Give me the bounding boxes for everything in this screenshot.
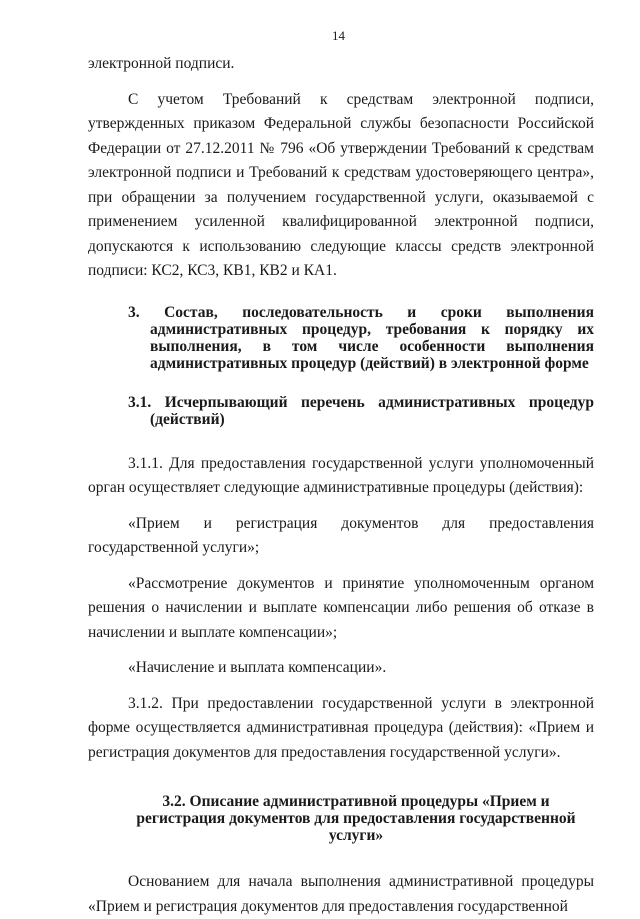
paragraph-requirements: С учетом Требований к средствам электронной подписи, утвержденных приказом Федеральной службы безопасности Российской Федерации от 27.12.2011 № 796 «Об утверждении Требований к средствам электронной подписи и Требований к средствам удостоверяющего центра», при обращении за получением государственной услуги, оказываемой с применением усиленной квалифицированной электронной подписи, допускаются к использованию следующие классы средств электронной подписи: КС2, КС3, КВ1, КВ2 и КА1. [88, 90, 594, 279]
section-3-1-heading: 3.1. Исчерпывающий перечень административных процедур (действий) [128, 393, 594, 428]
list-item-procedure-1: «Прием и регистрация документов для предоставления государственной услуги»; [88, 514, 594, 556]
list-item-procedure-3: «Начисление и выплата компенсации». [128, 659, 387, 676]
paragraph-3-1-1: 3.1.1. Для предоставления государственной услуги уполномоченный орган осуществляет следующие административные процедуры (действия): [88, 454, 594, 496]
paragraph-continuation: электронной подписи. [88, 55, 235, 72]
list-item-procedure-2: «Рассмотрение документов и принятие уполномоченным органом решения о начислении и выплате компенсации либо решения об отказе в начислении и выплате компенсации»; [88, 574, 594, 641]
paragraph-3-2-start: Основанием для начала выполнения административной процедуры «Прием и регистрация документов для предоставления государственной [88, 873, 594, 915]
paragraph-3-1-2: 3.1.2. При предоставлении государственной услуги в электронной форме осуществляется административная процедура (действия): «Прием и регистрация документов для предоставления государственной услуги». [88, 694, 594, 761]
section-3-heading: 3. Состав, последовательность и сроки выполнения административных процедур, требования к порядку их выполнения, в том числе особенности выполнения административных процедур (действий) в электронной форме [128, 303, 594, 372]
page-content [88, 52, 594, 919]
section-3-2-heading: 3.2. Описание административной процедуры «Прием и регистрация документов для предоставления государственной услуги» [136, 793, 576, 844]
page-number: 14 [332, 28, 345, 43]
